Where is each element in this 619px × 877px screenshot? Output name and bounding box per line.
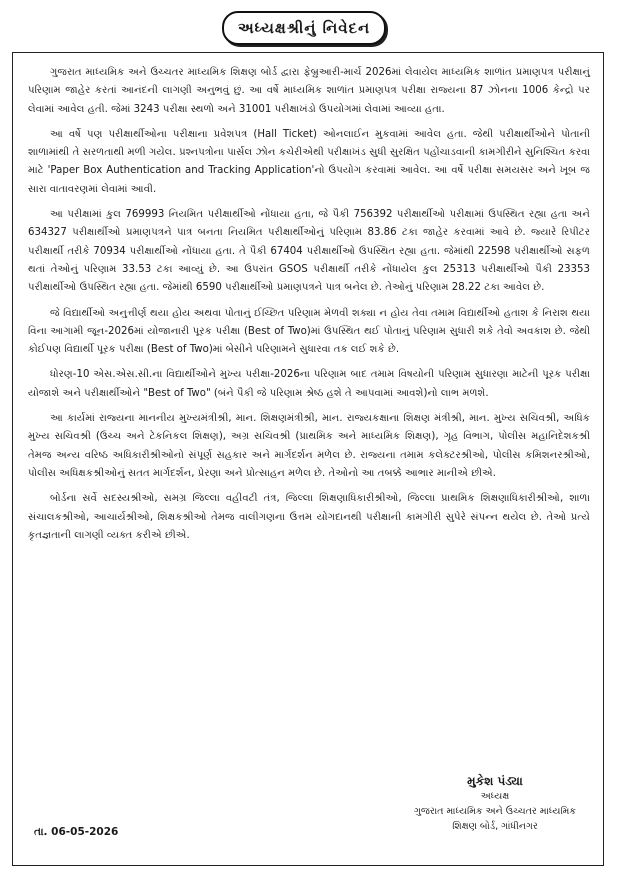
paragraph-exam-overview: ગુજરાત માધ્યમિક અને ઉચ્ચતર માધ્યમિક શિક્ષણ બોર્ડ દ્વારા ફેબ્રુઆરી-માર્ચ 2026માં લેવાયેલ માધ્યમિક શાળાંત પ્રમાણપત્ર પરીક્ષાનું પરિણામ જાહેર કરતાં આનંદની લાગણી અનુભવું છું. આ વર્ષે માધ્યમિક શાળાંત પ્રમાણપત્ર પરીક્ષા રાજ્યના 87 ઝોનના 1006 કેન્દ્રો પર લેવામાં આવેલ હતી. જેમાં 3243 પરીક્ષા સ્થળો અને 31001 પરીક્ષાખંડો ઉપયોગમાં લેવામાં આવ્યા હતા.: [28, 67, 590, 115]
paragraph-acknowledgement-board: બોર્ડના સર્વે સદસ્યશ્રીઓ, સમગ્ર જિલ્લા વહીવટી તંત્ર, જિલ્લા શિક્ષણાધિકારીશ્રીઓ, જિલ્લા પ્રાથમિક શિક્ષણાધિકારીશ્રીઓ, શાળા સંચાલકશ્રીઓ, આચાર્યશ્રીઓ, શિક્ષકશ્રીઓ તેમજ વાલીગણના ઉત્તમ યોગદાનથી પરીક્ષાની કામગીરી સુપેરે સંપન્ન થયેલ છે. તેઓ પ્રત્યે કૃતજ્ઞતાની લાગણી વ્યક્ત કરીએ છીએ.: [28, 493, 590, 541]
document-date: તા. 06-05-2026: [34, 826, 119, 838]
paragraph-results: આ પરીક્ષામાં કુલ 769993 નિયમિત પરીક્ષાર્થીઓ નોંધાયા હતા, જે પૈકી 756392 પરીક્ષાર્થીઓ પરીક્ષામાં ઉપસ્થિત રહ્યા હતા અને 634327 પરીક્ષાર્થીઓ પ્રમાણપત્રને પાત્ર બનતા નિયમિત પરીક્ષાર્થીઓનું પરિણામ 83.86 ટકા જાહેર કરવામાં આવે છે. જ્યારે રિપીટર પરીક્ષાર્થી તરીકે 70934 પરીક્ષાર્થીઓ નોંધાયા હતા. તે પૈકી 67404 પરીક્ષાર્થીઓ ઉપસ્થિત રહ્યા હતા. જેમાંથી 22598 પરીક્ષાર્થીઓ સફળ થતાં તેઓનું પરિણામ 33.53 ટકા આવ્યું છે. આ ઉપરાંત GSOS પરીક્ષાર્થી તરીકે નોંધાયેલ કુલ 25313 પરીક્ષાર્થીઓ પૈકી 23353 પરીક્ષાર્થીઓ ઉપસ્થિત રહ્યા હતા. જેમાંથી 6590 પરીક્ષાર્થીઓ પ્રમાણપત્રને પાત્ર બનેલ છે. તેઓનું પરિણામ 28.22 ટકા આવેલ છે.: [28, 209, 590, 294]
paragraph-best-of-two: ધોરણ-10 એસ.એસ.સી.ના વિદ્યાર્થીઓને મુખ્ય પરીક્ષા-2026ના પરિણામ બાદ તમામ વિષયોની પરિણામ સુધારણા માટેની પૂરક પરીક્ષા યોજાશે અને પરીક્ષાર્થીઓને "Best of Two" (બંને પૈકી જે પરિણામ શ્રેષ્ઠ હશે તે આપવામાં આવશે)નો લાભ મળશે.: [28, 369, 590, 399]
signature-block: [390, 774, 600, 834]
paragraph-supplementary-exam: જે વિદ્યાર્થીઓ અનુત્તીર્ણ થયા હોય અથવા પોતાનું ઈચ્છિત પરિણામ મેળવી શક્યા ન હોય તેવા તમામ વિદ્યાર્થીઓ હતાશ કે નિરાશ થયા વિના આગામી જૂન-2026માં યોજાનારી પૂરક પરીક્ષા (Best of Two)માં ઉપસ્થિત થઈ પોતાનું પરિણામ સુધારી શકે તેવો અવકાશ છે. જેથી કોઈપણ વિદ્યાર્થી પૂરક પરીક્ષા (Best of Two)માં બેસીને પરિણામને સુધારવા તક લઈ શકે છે.: [28, 307, 590, 356]
signatory-org-line1: ગુજરાત માધ્યમિક અને ઉચ્ચતર માધ્યમિક: [414, 806, 576, 817]
document-title: અધ્યક્ષશ્રીનું નિવેદન: [222, 11, 386, 45]
signatory-name: મુકેશ પંડ્યા: [467, 774, 523, 788]
signatory-org-line2: શિક્ષણ બોર્ડ, ગાંધીનગર: [452, 821, 538, 832]
paragraph-acknowledgement-officials: આ કાર્યમાં રાજ્યના માનનીય મુખ્યમંત્રીશ્રી, માન. શિક્ષણમંત્રીશ્રી, માન. રાજ્યકક્ષાના શિક્ષણ મંત્રીશ્રી, માન. મુખ્ય સચિવશ્રી, અધિક મુખ્ય સચિવશ્રી (ઉચ્ચ અને ટેકનિકલ શિક્ષણ), અગ્ર સચિવશ્રી (પ્રાથમિક અને માધ્યમિક શિક્ષણ), ગૃહ વિભાગ, પોલીસ મહાનિદેશકશ્રી તેમજ અન્ય વરિષ્ઠ અધિકારીશ્રીઓનો સંપૂર્ણ સહકાર અને માર્ગદર્શન મળેલ છે. રાજ્યના તમામ કલેક્ટરશ્રીઓ, પોલીસ કમિશનરશ્રીઓ, પોલીસ અધિક્ષકશ્રીઓનું સતત માર્ગદર્શન, પ્રેરણા અને પ્રોત્સાહન મળેલ છે. તેઓનો આ તબક્કે આભાર માનીએ છીએ.: [28, 413, 590, 479]
signatory-designation: અધ્યક્ષ: [480, 791, 510, 802]
paragraph-hall-ticket: આ વર્ષે પણ પરીક્ષાર્થીઓના પરીક્ષાના પ્રવેશપત્ર (Hall Ticket) ઓનલાઈન મુકવામાં આવેલ હતા. જેથી પરીક્ષાર્થીઓને પોતાની શાળામાંથી તે સરળતાથી મળી ગયેલ. પ્રશ્નપત્રોના પાર્સલ ઝોન કચેરીએથી પરીક્ષાખંડ સુધી સુરક્ષિત પહોંચાડવાની કામગીરીને સુનિશ્ચિત કરવા માટે 'Paper Box Authentication and Tracking Application'નો ઉપયોગ કરવામાં આવેલ. આ વર્ષે પરીક્ષા સમયસર અને ખૂબ જ સારા વાતાવરણમાં લેવામાં આવી.: [28, 128, 590, 195]
statement-body: [28, 64, 590, 552]
